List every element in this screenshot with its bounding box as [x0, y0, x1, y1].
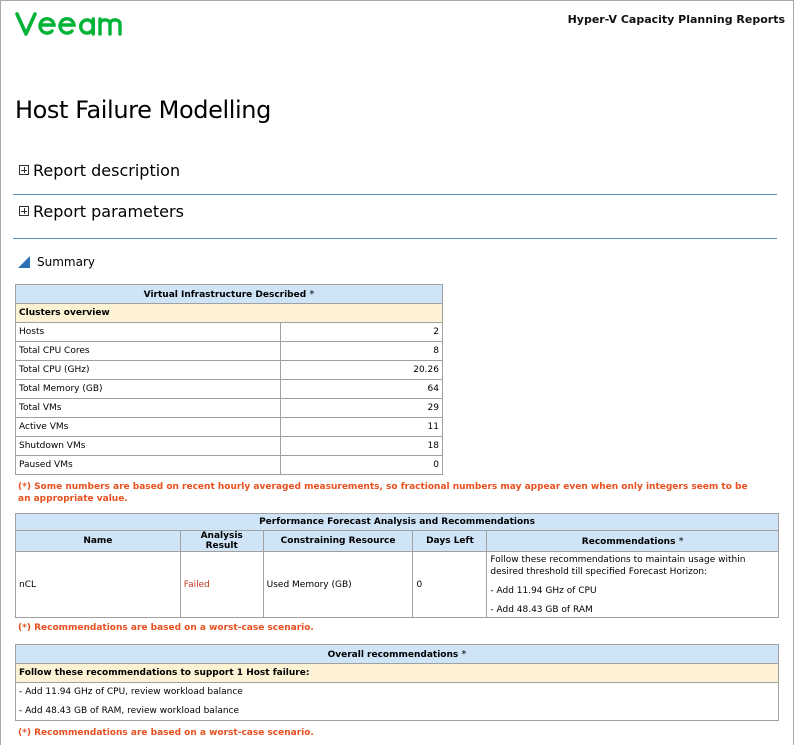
report-title: Host Failure Modelling	[15, 96, 271, 124]
col-analysis-result: Analysis Result	[180, 531, 263, 552]
table-row: Hosts 2	[16, 323, 443, 342]
col-recommendations: Recommendations *	[487, 531, 779, 552]
col-days-left: Days Left	[413, 531, 487, 552]
table-row: nCL Failed Used Memory (GB) 0 Follow these recommendations to maintain usage within desired threshold till specified Forecast Horizon: - Add 11.94 GHz of CPU - Add 48.43 GB of RAM	[16, 552, 779, 618]
clusters-overview-group: Clusters overview	[16, 304, 443, 323]
forecast-table-header: Performance Forecast Analysis and Recommendations	[16, 514, 779, 531]
overall-group: Follow these recommendations to support 1 Host failure:	[16, 664, 779, 683]
report-description-label: Report description	[33, 160, 181, 180]
infra-table-header: Virtual Infrastructure Described *	[16, 285, 443, 304]
worst-case-note: (*) Recommendations are based on a worst-case scenario.	[18, 728, 314, 738]
expand-icon	[19, 165, 29, 175]
expand-icon	[19, 206, 29, 216]
veeam-logo-mark	[15, 10, 131, 36]
col-constraining-resource: Constraining Resource	[263, 531, 413, 552]
overall-recommendations-table	[15, 644, 779, 721]
table-row: Paused VMs 0	[16, 456, 443, 475]
recommendations-cell: Follow these recommendations to maintain usage within desired threshold till specified Forecast Horizon: - Add 11.94 GHz of CPU - Add 48.43 GB of RAM	[487, 552, 779, 618]
analysis-result-value: Failed	[180, 552, 263, 618]
table-row: Total CPU Cores 8	[16, 342, 443, 361]
report-description-toggle[interactable]	[19, 159, 180, 181]
forecast-table	[15, 513, 779, 618]
table-row: - Add 11.94 GHz of CPU, review workload balance	[16, 683, 779, 702]
table-row: Shutdown VMs 18	[16, 437, 443, 456]
infra-table	[15, 284, 443, 475]
summary-label: Summary	[37, 255, 95, 269]
report-parameters-label: Report parameters	[33, 201, 184, 221]
section-divider	[13, 194, 777, 195]
veeam-logo	[15, 10, 131, 40]
col-name: Name	[16, 531, 181, 552]
table-row: Active VMs 11	[16, 418, 443, 437]
section-divider	[13, 238, 777, 239]
overall-table-header: Overall recommendations *	[16, 645, 779, 664]
table-row: - Add 48.43 GB of RAM, review workload balance	[16, 702, 779, 721]
table-row: Total CPU (GHz) 20.26	[16, 361, 443, 380]
worst-case-note: (*) Recommendations are based on a worst-case scenario.	[18, 623, 314, 633]
table-row: Total Memory (GB) 64	[16, 380, 443, 399]
table-row: Total VMs 29	[16, 399, 443, 418]
summary-header[interactable]	[17, 255, 95, 269]
product-title: Hyper-V Capacity Planning Reports	[567, 13, 785, 26]
report-parameters-toggle[interactable]	[19, 200, 184, 222]
fractional-note: (*) Some numbers are based on recent hourly averaged measurements, so fractional numbers may appear even when only integers seem to be an appropriate value.	[18, 482, 748, 504]
collapse-triangle-icon	[17, 255, 31, 269]
